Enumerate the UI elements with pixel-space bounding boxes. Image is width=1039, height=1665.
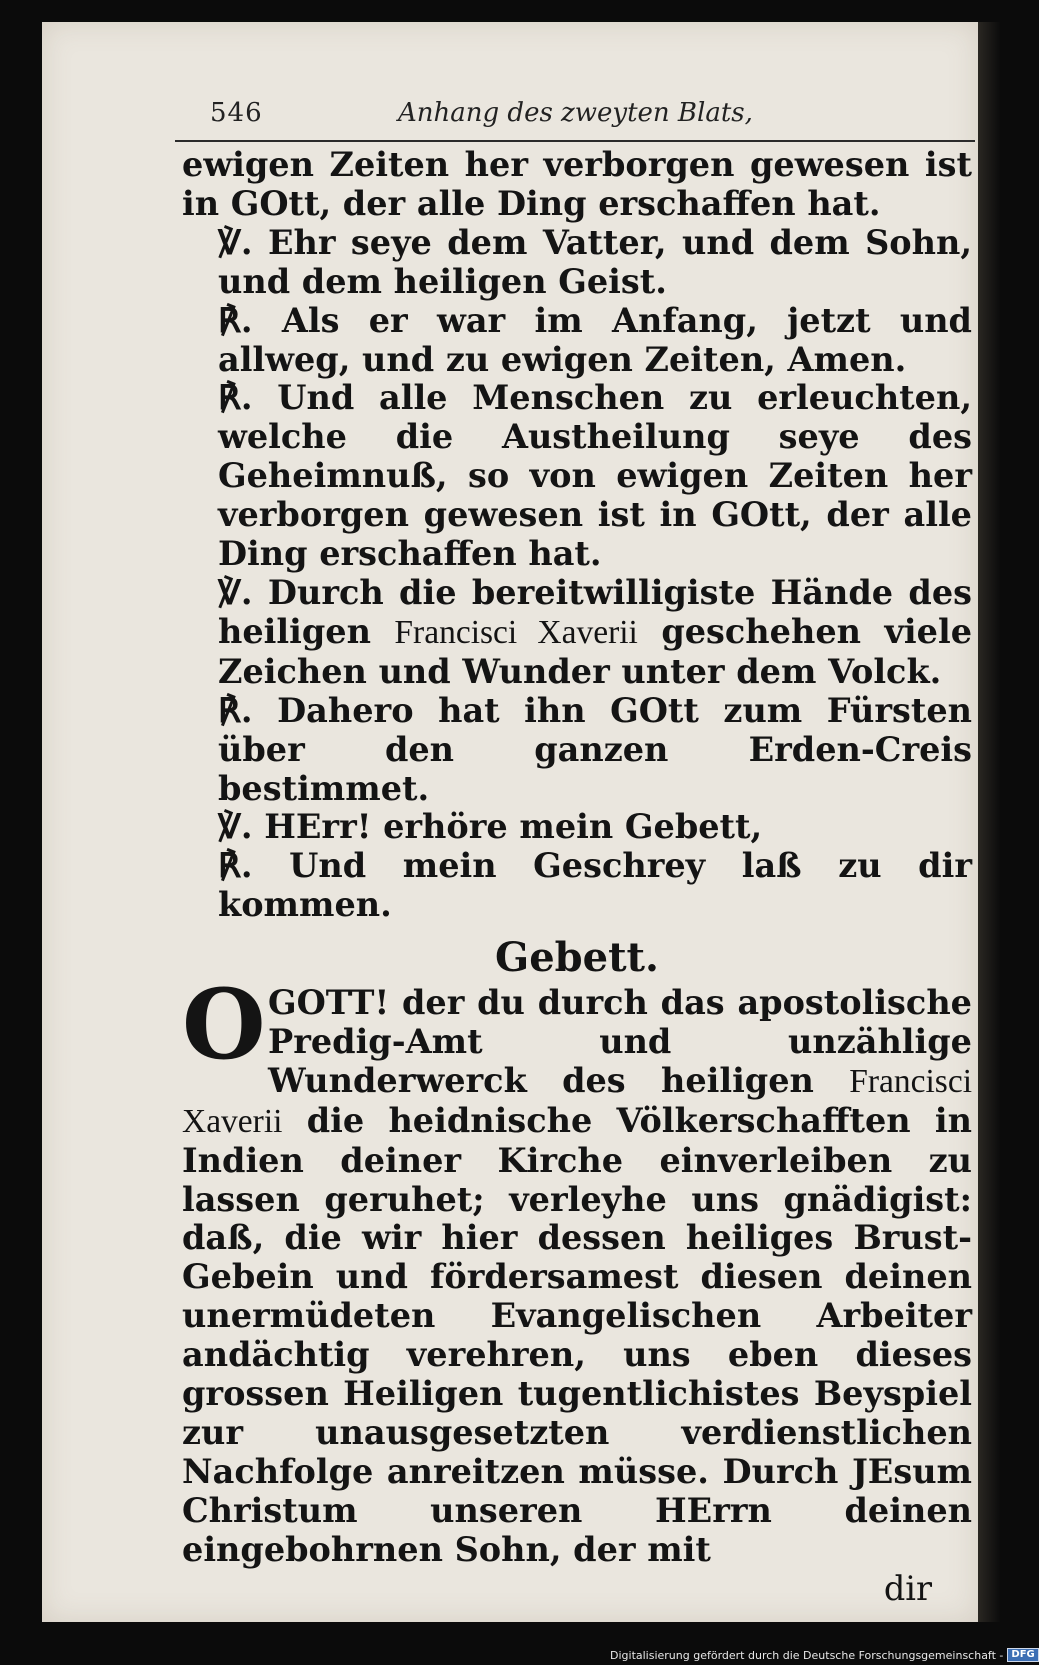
versicle — [182, 574, 972, 692]
versicle: ℣. Ehr seye dem Vatter, und dem Sohn, und dem heiligen Geist. — [218, 222, 972, 301]
drop-initial: O — [182, 968, 266, 1082]
header-rule — [175, 140, 975, 142]
page-text — [182, 146, 972, 1609]
running-head: Anhang des zweyten Blats, — [398, 98, 753, 128]
prayer-heading: Gebett. — [495, 934, 659, 982]
footer-text: Digitalisierung gefördert durch die Deutsche Forschungsgemeinschaft - — [610, 1648, 1004, 1662]
versicle-text: geschehen viele Zeichen und Wunder unter dem Volck. — [218, 611, 973, 691]
page-header — [210, 98, 980, 138]
latin-name: Francisci Xaverii — [182, 1062, 972, 1140]
prayer-text: GOTT! der du durch das apostolische Predig-Amt und unzählige Wunderwerck des heiligen — [268, 983, 972, 1100]
versicle: ℣. HErr! erhöre mein Gebett, — [218, 807, 763, 847]
response: ℟. Dahero hat ihn GOtt zum Fürsten über den ganzen Erden-Creis bestimmet. — [218, 690, 972, 808]
response: ℟. Als er war im Anfang, jetzt und allweg, und zu ewigen Zeiten, Amen. — [218, 300, 972, 379]
response: ℟. Und mein Geschrey laß zu dir kommen. — [218, 846, 972, 925]
prayer-text: die heidnische Völkerschafften in Indien deiner Kirche einverleiben zu lassen geruhet; verleyhe uns gnädigist: daß, die wir hier dessen heiliges Brust-Gebein und fördersamest diesen deinen unermüdeten Evangelischen Arbeiter andächtig verehren, uns eben dieses grossen Heiligen tugentlichistes Beyspiel zur unausgesetzten verdienstlichen Nachfolge anreitzen müsse. Durch JEsum Christum unseren HErrn deinen eingebohrnen Sohn, der mit — [182, 1100, 972, 1569]
latin-name: Francisci Xaverii — [394, 613, 638, 651]
text-line: ewigen Zeiten her verborgen gewesen ist in GOtt, der alle Ding erschaffen hat. — [182, 145, 972, 223]
digitization-footer — [610, 1647, 1035, 1663]
dfg-logo: DFG — [1007, 1648, 1038, 1662]
page-number: 546 — [210, 98, 263, 128]
response: ℟. Und alle Menschen zu erleuchten, welche die Austheilung seye des Geheimnuß, so von ewigen Zeiten her verborgen gewesen ist in GOtt, der alle Ding erschaffen hat. — [218, 378, 972, 574]
catchword: dir — [883, 1568, 932, 1608]
versicle-text: ℣. Durch die bereitwilligiste Hände des heiligen — [218, 572, 972, 651]
book-edge — [978, 22, 1000, 1622]
prayer-paragraph — [182, 968, 972, 1570]
